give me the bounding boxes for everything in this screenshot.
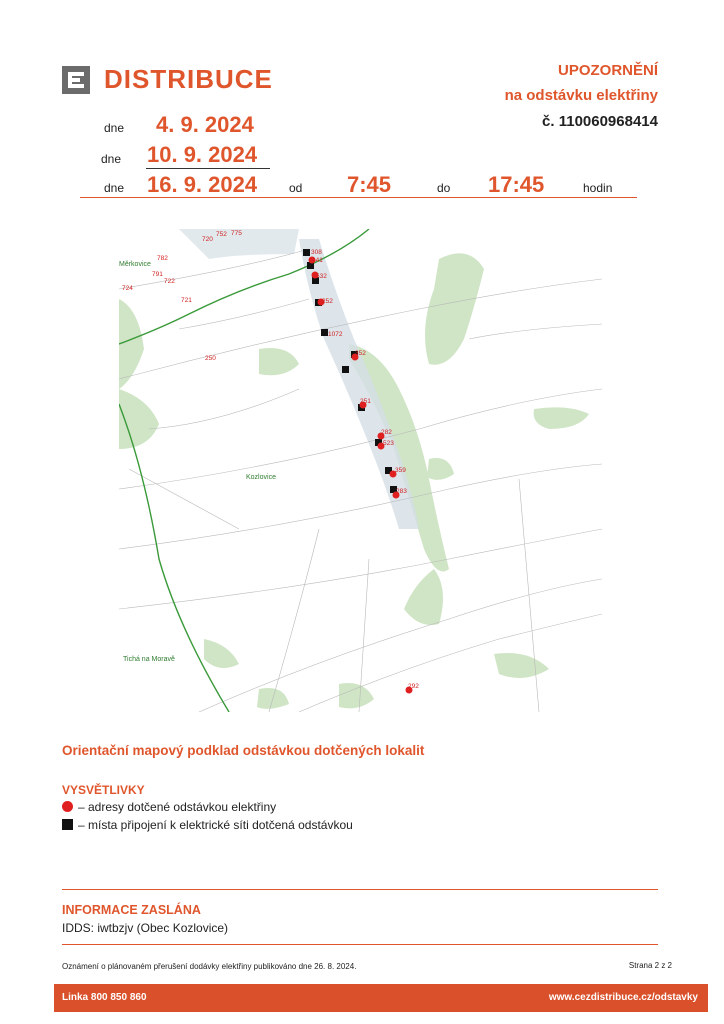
date-1: 4. 9. 2024 — [156, 112, 254, 137]
divider — [146, 168, 270, 169]
warning-title: UPOZORNĚNÍ — [557, 62, 658, 79]
parcel-label: 724 — [122, 285, 133, 292]
address-label: 308 — [311, 249, 322, 256]
from-label: od — [289, 181, 303, 195]
parcel-label: 782 — [157, 255, 168, 262]
date-2: 10. 9. 2024 — [147, 142, 258, 167]
connection-point-icon — [342, 366, 349, 373]
published-note: Oznámení o plánovaném přerušení dodávky elektřiny publikováno dne 26. 8. 2024. — [62, 962, 357, 971]
hours-label: hodin — [583, 181, 613, 195]
footer-bar — [54, 984, 708, 1012]
map-caption: Orientační mapový podklad odstávkou dotčených lokalit — [62, 743, 425, 758]
address-label: 1072 — [328, 331, 343, 338]
address-label: 282 — [381, 429, 392, 436]
legend-title: VYSVĚTLIVKY — [62, 783, 145, 797]
address-label: 252 — [322, 298, 333, 305]
divider — [62, 944, 658, 945]
info-title: INFORMACE ZASLÁNA — [62, 903, 201, 917]
parcel-label: 791 — [152, 271, 163, 278]
address-label: 141 — [312, 257, 323, 264]
parcel-label: 721 — [181, 297, 192, 304]
parcel-label: 720 — [202, 236, 213, 243]
divider — [62, 889, 658, 890]
address-label: 283 — [396, 488, 407, 495]
connection-point-icon — [303, 249, 310, 256]
header-rule — [80, 197, 637, 198]
day-label: dne — [101, 152, 122, 166]
hotline: Linka 800 850 860 — [62, 992, 147, 1003]
red-circle-icon — [62, 801, 73, 812]
to-time: 17:45 — [488, 172, 545, 197]
legend-item-connections: – místa připojení k elektrické síti dotčená odstávkou — [78, 818, 353, 832]
outage-map — [119, 229, 602, 712]
legend-item-addresses: – adresy dotčené odstávkou elektřiny — [78, 800, 277, 814]
place-label: Kozlovice — [246, 474, 276, 481]
notice-number: č. 110060968414 — [542, 113, 658, 130]
date-3: 16. 9. 2024 — [147, 172, 258, 197]
parcel-label: 722 — [164, 278, 175, 285]
day-label: dne — [104, 121, 125, 135]
address-label: 532 — [316, 273, 327, 280]
address-label: 359 — [395, 467, 406, 474]
page-number: Strana 2 z 2 — [628, 961, 672, 970]
website-link[interactable]: www.cezdistribuce.cz/odstavky — [548, 992, 698, 1003]
day-label: dne — [104, 181, 125, 195]
place-label: Tichá na Moravě — [123, 656, 175, 663]
parcel-label: 752 — [216, 231, 227, 238]
from-time: 7:45 — [347, 172, 392, 197]
address-label: 292 — [408, 683, 419, 690]
parcel-label: 775 — [231, 230, 242, 237]
info-recipient: IDDS: iwtbzjv (Obec Kozlovice) — [62, 921, 229, 935]
to-label: do — [437, 181, 451, 195]
address-label: 251 — [360, 398, 371, 405]
logo-wordmark: DISTRIBUCE — [104, 64, 273, 94]
connection-point-icon — [321, 329, 328, 336]
address-label: 523 — [383, 440, 394, 447]
parcel-label: 250 — [205, 355, 216, 362]
cez-logo-icon — [62, 66, 90, 94]
place-label: Měrkovice — [119, 261, 151, 268]
black-square-icon — [62, 819, 73, 830]
address-label: 352 — [355, 350, 366, 357]
warning-subtitle: na odstávku elektřiny — [504, 87, 658, 104]
